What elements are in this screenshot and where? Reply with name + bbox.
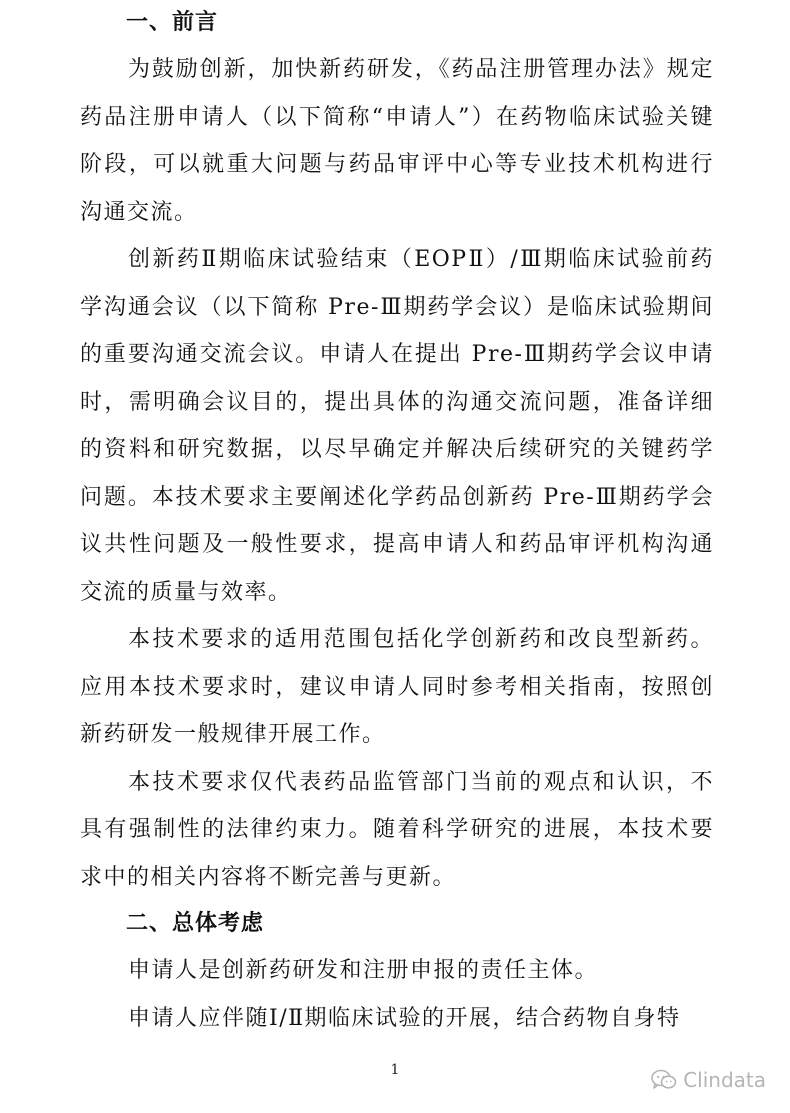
paragraph: 创新药Ⅱ期临床试验结束（EOPⅡ）/Ⅲ期临床试验前药学沟通会议（以下简称 Pre-Ⅲ期药学会议）是临床试验期间的重要沟通交流会议。申请人在提出 Pre-Ⅲ期药学会议申请时，需明确会议目的，提出具体的沟通交流问题，准备详细的资料和研究数据，以尽早确定并解决后续研究的关键药学问题。本技术要求主要阐述化学药品创新药 Pre-Ⅲ期药学会议共性问题及一般性要求，提高申请人和药品审评机构沟通交流的质量与效率。	[80, 247, 714, 605]
paragraph: 申请人是创新药研发和注册申报的责任主体。	[128, 958, 599, 983]
watermark	[651, 1068, 766, 1092]
wechat-icon	[651, 1069, 677, 1091]
section-heading-preface: 一、前言	[126, 10, 219, 35]
paragraph: 为鼓励创新，加快新药研发，《药品注册管理办法》规定药品注册申请人（以下简称“申请人”）在药物临床试验关键阶段，可以就重大问题与药品审评中心等专业技术机构进行沟通交流。	[80, 57, 714, 225]
section-heading-general-considerations: 二、总体考虑	[126, 911, 265, 936]
paragraph: 申请人应伴随Ⅰ/Ⅱ期临床试验的开展，结合药物自身特	[128, 1005, 681, 1031]
page-number: 1	[390, 1062, 400, 1078]
paragraph: 本技术要求仅代表药品监管部门当前的观点和认识，不具有强制性的法律约束力。随着科学研究的进展，本技术要求中的相关内容将不断完善与更新。	[80, 769, 714, 890]
watermark-text: Clindata	[683, 1068, 766, 1092]
paragraph: 本技术要求的适用范围包括化学创新药和改良型新药。应用本技术要求时，建议申请人同时参考相关指南，按照创新药研发一般规律开展工作。	[80, 627, 714, 747]
document-body	[80, 0, 714, 1042]
